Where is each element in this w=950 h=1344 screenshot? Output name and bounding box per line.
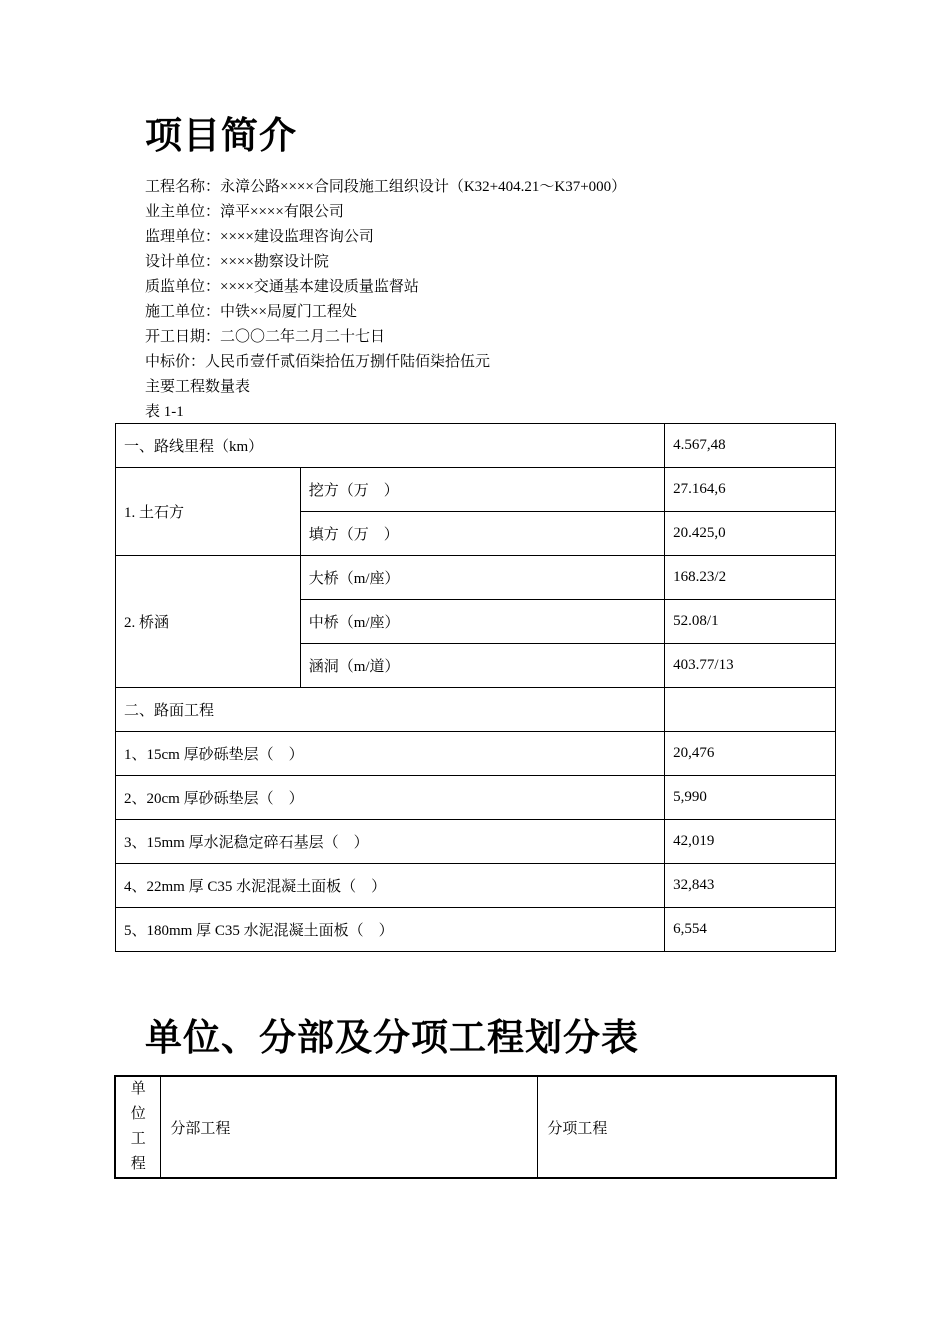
table-cell-value: 42,019 [665,820,836,864]
info-line-owner: 业主单位：漳平××××有限公司 [145,204,344,220]
info-line-quality: 质监单位：××××交通基本建设质量监督站 [145,279,419,295]
info-line-bid-price: 中标价：人民币壹仟贰佰柒拾伍万捌仟陆佰柒拾伍元 [145,354,491,370]
table-cell-label: 二、路面工程 [116,688,665,732]
table-cell-value: 20.425,0 [665,512,836,556]
table-cell-value: 20,476 [665,732,836,776]
table-row [116,688,836,732]
table-cell-label: 5、180mm 厚 C35 水泥混凝土面板（ ） [116,908,665,952]
info-line-designer: 设计单位：××××勘察设计院 [145,254,329,270]
table-row [116,908,836,952]
header-unit-char: 工 [130,1131,146,1147]
info-line-supervisor: 监理单位：××××建设监理咨询公司 [145,229,374,245]
quantity-table [115,423,836,952]
section-title-division-table: 单位、分部及分项工程划分表 [145,1016,639,1059]
table-cell-value: 27.164,6 [665,468,836,512]
table-cell-value: 168.23/2 [665,556,836,600]
table-cell-value: 32,843 [665,864,836,908]
info-line-table-caption: 主要工程数量表 [145,379,251,395]
table-row [116,424,836,468]
info-line-table-number: 表 1-1 [145,404,184,420]
table-cell-label: 一、路线里程（km） [116,424,665,468]
division-table [114,1075,837,1179]
table-cell-label: 填方（万 ） [300,512,664,556]
table-cell-label: 4、22mm 厚 C35 水泥混凝土面板（ ） [116,864,665,908]
table-cell-value: 6,554 [665,908,836,952]
table-cell-value [665,688,836,732]
header-unit-project [115,1076,161,1178]
table-row [116,468,836,512]
table-cell-label: 中桥（m/座） [300,600,664,644]
header-unit-char: 程 [130,1156,146,1172]
table-cell-label: 涵洞（m/道） [300,644,664,688]
table-header-row [115,1076,836,1178]
info-line-start-date: 开工日期：二〇〇二年二月二十七日 [145,329,386,345]
table-row [116,820,836,864]
table-cell-value: 5,990 [665,776,836,820]
table-cell-value: 52.08/1 [665,600,836,644]
table-cell-label: 1、15cm 厚砂砾垫层（ ） [116,732,665,776]
table-cell-group-label: 2. 桥涵 [116,556,301,688]
table-cell-label: 2、20cm 厚砂砾垫层（ ） [116,776,665,820]
section-title-project-intro: 项目简介 [145,114,297,157]
info-line-contractor: 施工单位：中铁××局厦门工程处 [145,304,357,320]
table-row [116,556,836,600]
header-unit-char: 单 [130,1081,146,1097]
table-cell-label: 大桥（m/座） [300,556,664,600]
table-cell-label: 3、15mm 厚水泥稳定碎石基层（ ） [116,820,665,864]
header-division-project: 分部工程 [161,1076,538,1178]
table-cell-group-label: 1. 土石方 [116,468,301,556]
project-info [145,175,626,425]
info-line-project-name: 工程名称：永漳公路××××合同段施工组织设计（K32+404.21～K37+000） [145,179,627,195]
table-row [116,732,836,776]
table-cell-label: 挖方（万 ） [300,468,664,512]
table-row [116,864,836,908]
header-unit-char: 位 [130,1106,146,1122]
table-cell-value: 403.77/13 [665,644,836,688]
table-cell-value: 4.567,48 [665,424,836,468]
header-subitem-project: 分项工程 [538,1076,836,1178]
table-row [116,776,836,820]
